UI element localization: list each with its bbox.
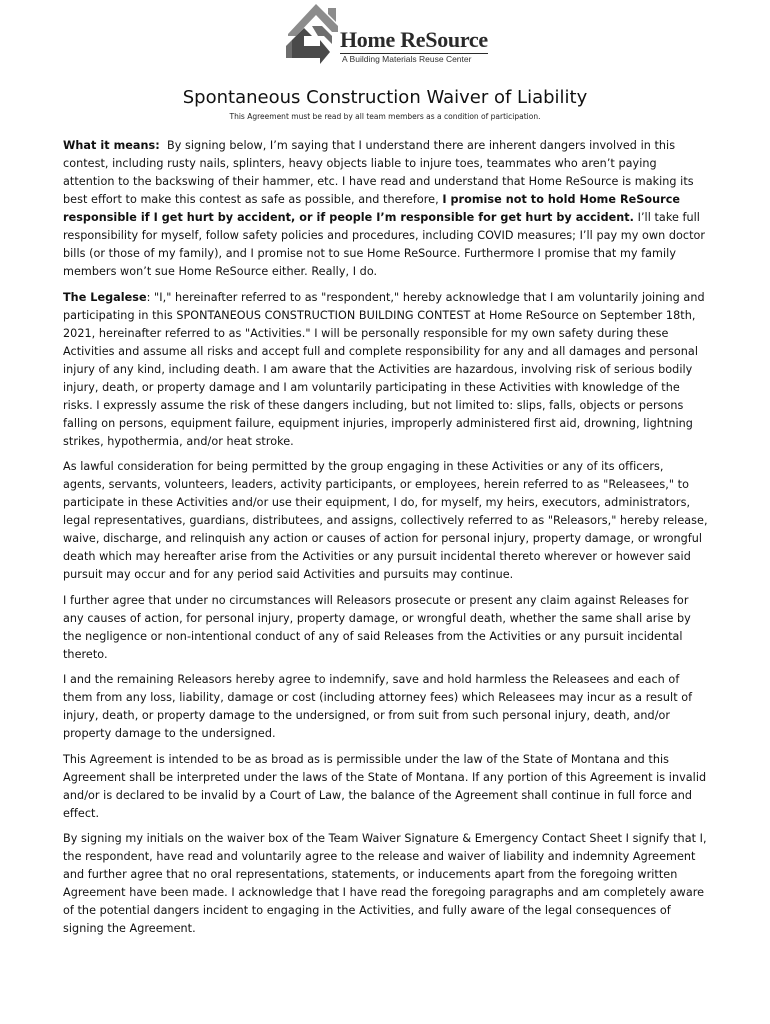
paragraph-what-it-means <box>63 137 708 281</box>
paragraph-no-claims: I further agree that under no circumstances will Releasors prosecute or present any claim against Releases for any causes of action, for personal injury, property damage, or wrongful death, whether the same shall arise by the negligence or non-intentional conduct of any of said Releases from the Activities or any pursuit incidental thereto. <box>63 593 691 661</box>
logo-tagline: A Building Materials Reuse Center <box>342 54 472 64</box>
paragraph-indemnify: I and the remaining Releasors hereby agree to indemnify, save and hold harmless the Releasees and each of them from any loss, liability, damage or cost (including attorney fees) which Releasees may incur as a result of injury, death, or property damage to the undersigned, or from suit from such personal injury, death, and/or property damage to the undersigned. <box>63 673 693 740</box>
promise-bold-text: I promise not to hold Home ReSource responsible if I get hurt by accident, or if people I’m responsible for get hurt by accident. <box>63 193 681 224</box>
paragraph-initials-acknowledgement: By signing my initials on the waiver box of the Team Waiver Signature & Emergency Contact Sheet I signify that I, the respondent, have read and voluntarily agree to the release and waiver of liability and indemnity Agreement and further agree that no oral representations, statements, or inducements apart from the foregoing written Agreement have been made. I acknowledge that I have read the foregoing paragraphs and am completely aware of the potential dangers incident to engaging in the Activities, and fully aware of the legal consequences of signing the Agreement. <box>63 832 707 935</box>
legalese-text: : "I," hereinafter referred to as "respondent," hereby acknowledge that I am voluntarily joining and participating in this SPONTANEOUS CONSTRUCTION BUILDING CONTEST at Home ReSource on September 18th, 2021, hereinafter referred to as "Activities." I will be personally responsible for my own safety during these Activities and assume all risks and accept full and complete responsibility for any and all damages and personal injury of any kind, including death. I am aware that the Activities are hazardous, involving risk of serious bodily injury, death, or property damage and I am voluntarily participating in these Activities with knowledge of the risks. I expressly assume the risk of these dangers including, but not limited to: slips, falls, objects or persons falling on persons, equipment failure, equipment injuries, improperly administered first aid, drowning, lightning strikes, hypothermia, and/or heat stroke. <box>63 290 705 448</box>
document-title: Spontaneous Construction Waiver of Liability <box>182 87 588 108</box>
paragraph-legalese <box>63 289 708 451</box>
paragraph-montana-law: This Agreement is intended to be as broad as is permissible under the law of the State of Montana and this Agreement shall be interpreted under the laws of the State of Montana. If any portion of this Agreement is invalid and/or is declared to be invalid by a Court of Law, the balance of the Agreement shall continue in full force and effect. <box>63 752 707 820</box>
paragraph-lawful-consideration: As lawful consideration for being permitted by the group engaging in these Activities or any of its officers, agents, servants, volunteers, leaders, activity participants, or employees, herein referred to as "Releasees," to participate in these Activities and/or use their equipment, I do, for myself, my heirs, executors, administrators, legal representatives, guardians, distributees, and assigns, collectively referred to as "Releasors," hereby release, waive, discharge, and relinquish any action or causes of action for personal injury, property damage, or wrongful death which may hereafter arise from the Activities or any pursuit incidental thereto wherever or however said pursuit may occur and for any period said Activities and pursuits may continue. <box>63 460 708 581</box>
legalese-label: The Legalese <box>63 290 147 304</box>
logo-wordmark: Home ReSource <box>340 27 488 52</box>
waiver-body <box>63 137 708 946</box>
home-resource-logo <box>282 2 497 66</box>
document-subtitle: This Agreement must be read by all team members as a condition of participation. <box>229 112 541 121</box>
what-it-means-text-continued: I’ll take full responsibility for myself, follow safety policies and procedures, including COVID measures; I’ll pay my own doctor bills (or those of my family), and I promise not to sue Home ReSource. Furthermore I promise that my family members won’t sue Home ReSource either. Really, I do. <box>63 211 706 278</box>
house-recycle-icon <box>282 2 344 66</box>
what-it-means-text: By signing below, I’m saying that I understand there are inherent dangers involved in this contest, including rusty nails, splinters, heavy objects liable to injure toes, teammates who aren’t paying attention to the backswing of their hammer, etc. I have read and understand that Home ReSource is making its best effort to make this contest as safe as possible, and therefore, <box>63 139 694 206</box>
what-it-means-label: What it means: <box>63 139 160 152</box>
